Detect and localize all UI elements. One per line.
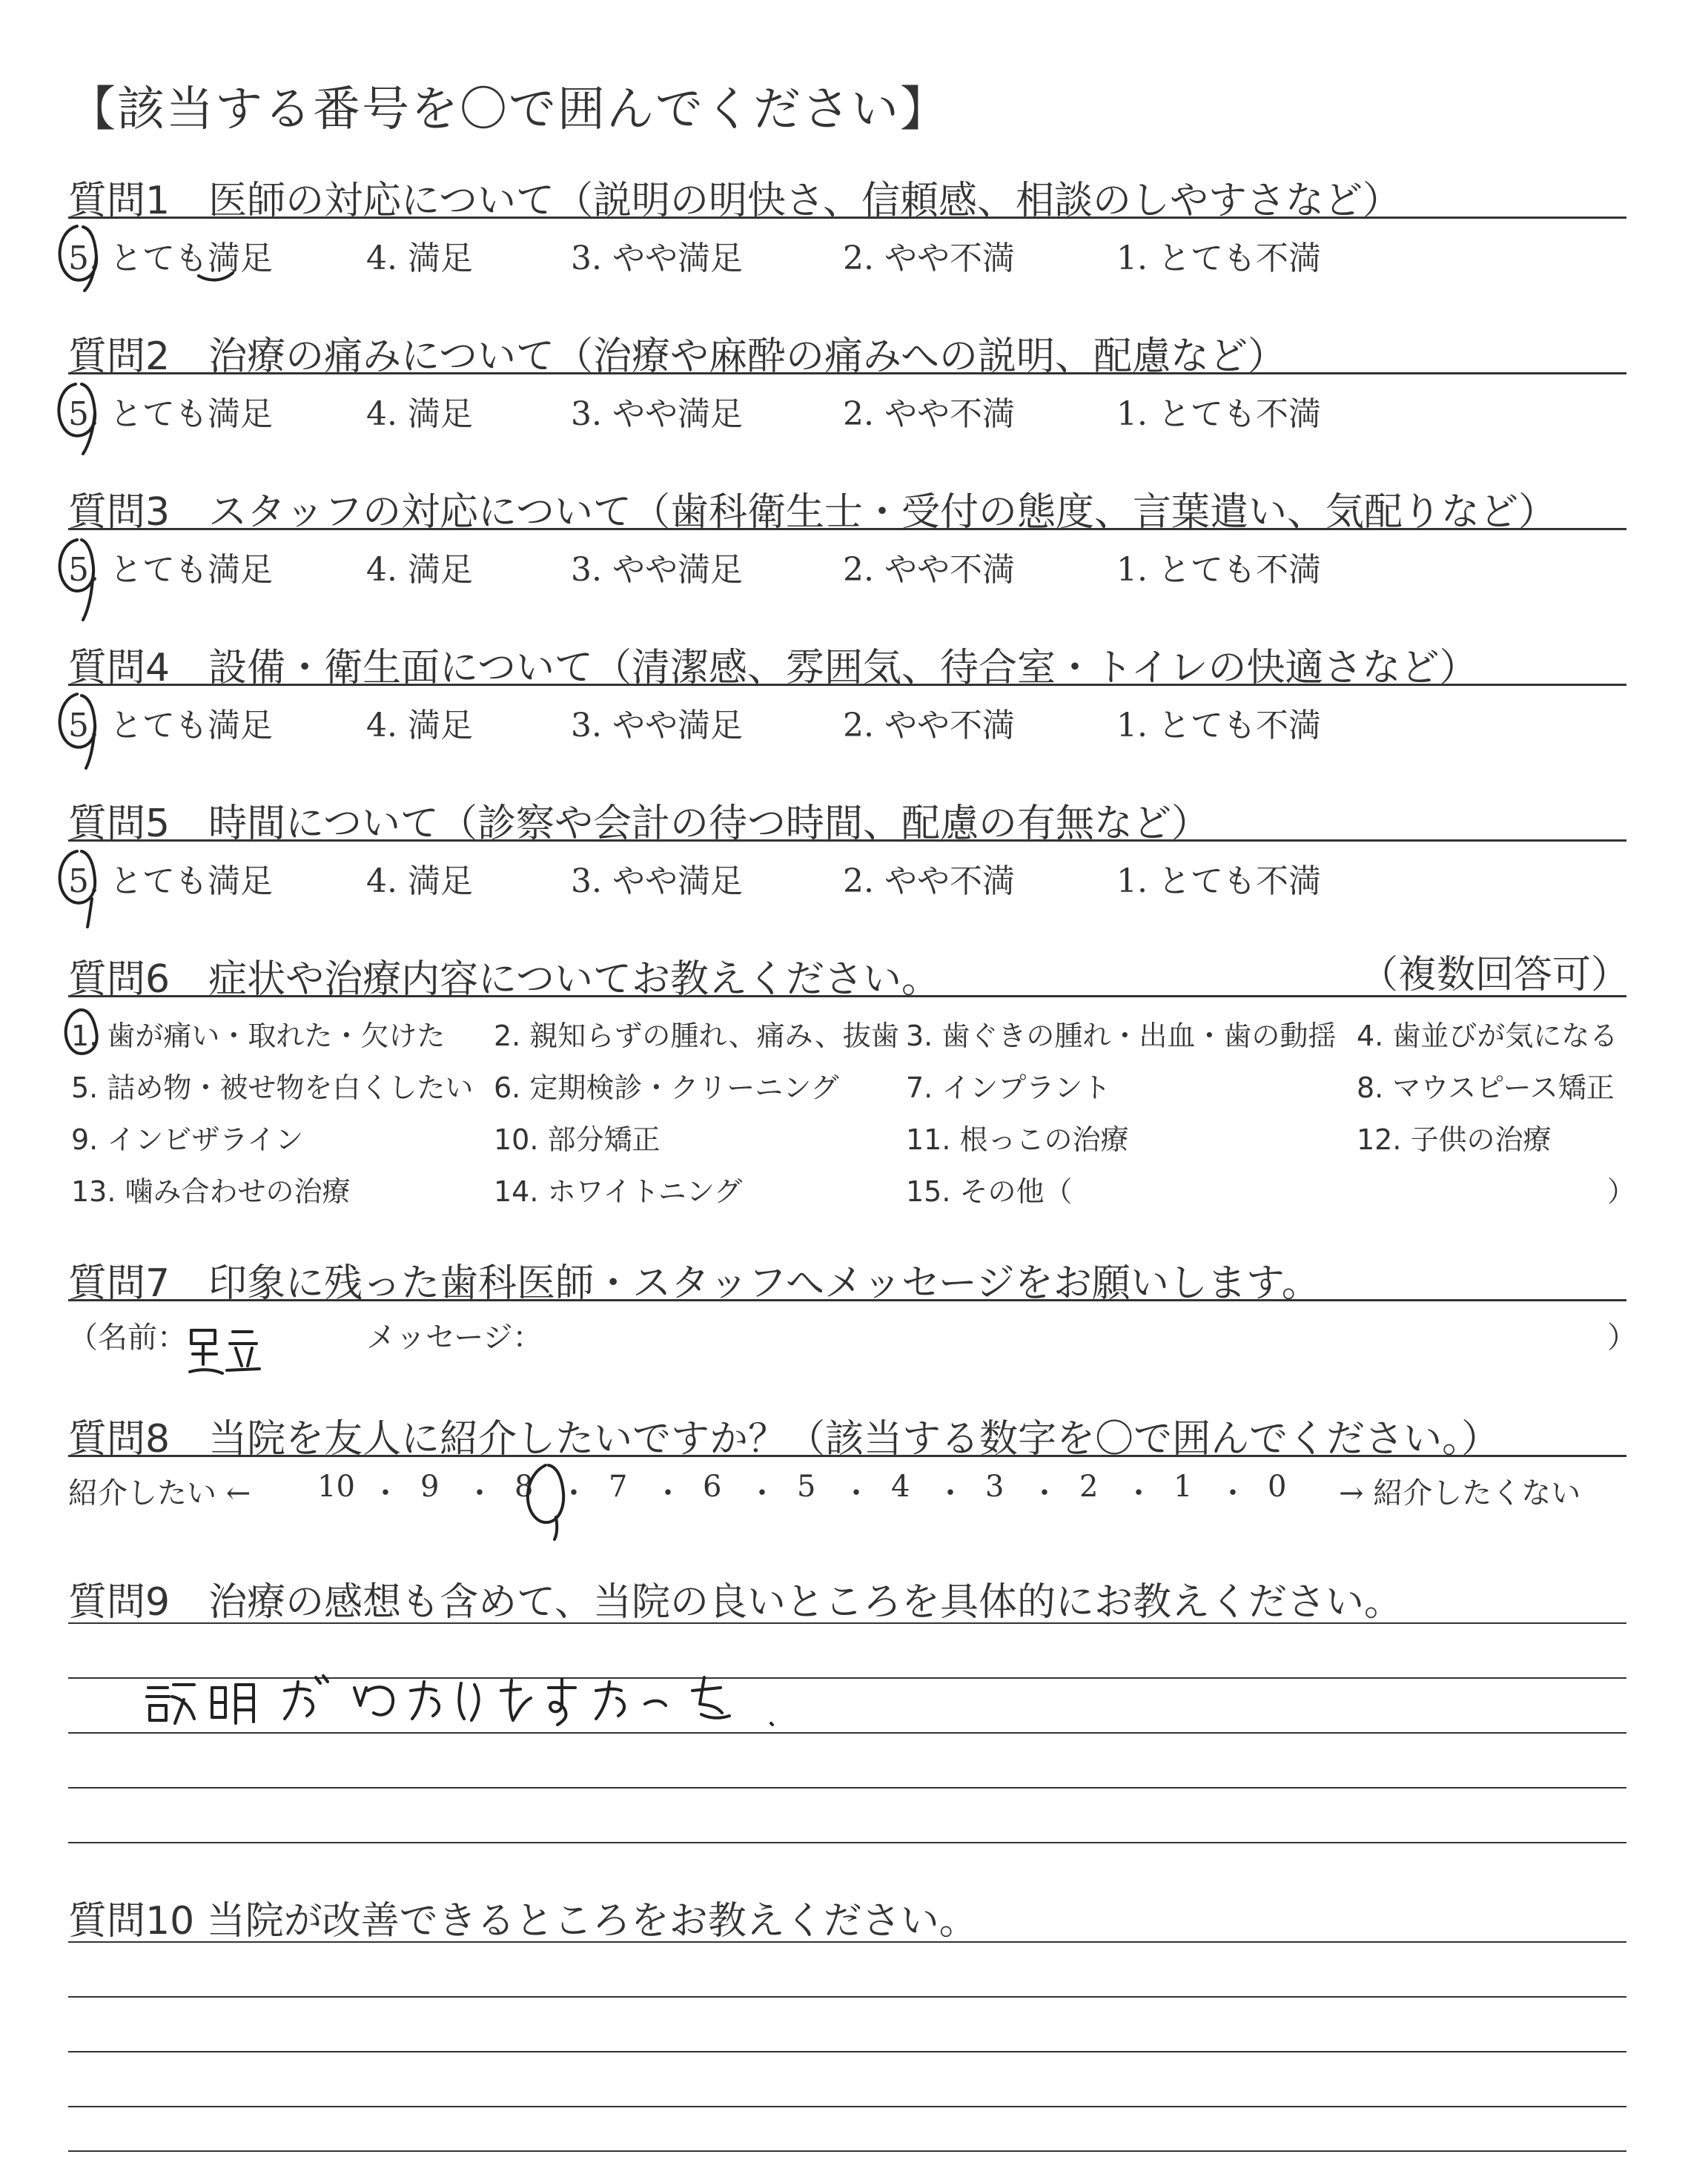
question-10: 質問10 当院が改善できるところをお教えください。 bbox=[68, 1899, 978, 1943]
q1-option-4[interactable]: 4. 満足 bbox=[366, 240, 473, 277]
q6-note: （複数回答可） bbox=[1360, 953, 1630, 997]
q6-option-12[interactable]: 12. 子供の治療 bbox=[1357, 1123, 1552, 1156]
q1-option-1[interactable]: 1. とても不満 bbox=[1116, 240, 1321, 277]
divider bbox=[68, 839, 1626, 842]
q8-number-9[interactable]: 9 bbox=[420, 1470, 440, 1504]
q8-separator-dot: ・ bbox=[1030, 1476, 1059, 1510]
q7-message-label: メッセージ： bbox=[366, 1321, 543, 1355]
q1-option-5[interactable]: 5. とても満足 bbox=[68, 240, 273, 277]
q6-option-2[interactable]: 2. 親知らずの腫れ、痛み、抜歯 bbox=[494, 1020, 899, 1052]
answer-line bbox=[68, 2150, 1626, 2152]
q3-option-1[interactable]: 1. とても不満 bbox=[1116, 551, 1321, 589]
q8-separator-dot: ・ bbox=[465, 1476, 494, 1510]
q6-option-13[interactable]: 13. 噛み合わせの治療 bbox=[71, 1175, 351, 1208]
q6-option-11[interactable]: 11. 根っこの治療 bbox=[906, 1123, 1129, 1156]
answer-line bbox=[68, 1996, 1626, 1998]
divider bbox=[68, 684, 1626, 686]
q6-option-5[interactable]: 5. 詰め物・被せ物を白くしたい bbox=[71, 1071, 474, 1104]
q8-number-3[interactable]: 3 bbox=[985, 1470, 1004, 1504]
question-9: 質問9 治療の感想も含めて、当院の良いところを具体的にお教えください。 bbox=[68, 1580, 1403, 1625]
question-3: 質問3 スタッフの対応について（歯科衛生士・受付の態度、言葉遣い、気配りなど） bbox=[68, 490, 1558, 535]
answer-line bbox=[68, 1732, 1626, 1734]
q6-option-10[interactable]: 10. 部分矯正 bbox=[494, 1123, 661, 1156]
q8-separator-dot: ・ bbox=[936, 1476, 965, 1510]
q8-separator-dot: ・ bbox=[1218, 1476, 1248, 1510]
q2-option-1[interactable]: 1. とても不満 bbox=[1116, 395, 1321, 433]
answer-line bbox=[68, 1622, 1626, 1624]
q1-option-2[interactable]: 2. やや不満 bbox=[843, 240, 1015, 277]
q7-close-paren: ） bbox=[1607, 1321, 1637, 1355]
answer-line bbox=[68, 1787, 1626, 1789]
divider bbox=[68, 372, 1626, 374]
q2-option-3[interactable]: 3. やや満足 bbox=[571, 395, 743, 433]
q8-scale-right-label: → 紹介したくない bbox=[1339, 1476, 1581, 1510]
q5-option-2[interactable]: 2. やや不満 bbox=[843, 862, 1015, 900]
divider bbox=[68, 1455, 1626, 1457]
answer-line bbox=[68, 1842, 1626, 1843]
q3-option-2[interactable]: 2. やや不満 bbox=[843, 551, 1015, 589]
q8-separator-dot: ・ bbox=[841, 1476, 871, 1510]
q7-name-label: （名前： bbox=[68, 1321, 187, 1355]
question-8: 質問8 当院を友人に紹介したいですか？（該当する数字を〇で囲んでください。） bbox=[68, 1417, 1500, 1462]
q9-answer-handwriting bbox=[147, 1676, 772, 1725]
q8-number-7[interactable]: 7 bbox=[609, 1470, 628, 1504]
q3-option-4[interactable]: 4. 満足 bbox=[366, 551, 473, 589]
q8-number-1[interactable]: 1 bbox=[1174, 1470, 1193, 1504]
q6-option-4[interactable]: 4. 歯並びが気になる bbox=[1357, 1020, 1618, 1052]
q8-scale-left-label: 紹介したい ← bbox=[68, 1476, 251, 1510]
q4-option-3[interactable]: 3. やや満足 bbox=[571, 707, 743, 744]
question-2: 質問2 治療の痛みについて（治療や麻酔の痛みへの説明、配慮など） bbox=[68, 334, 1287, 379]
q8-number-6[interactable]: 6 bbox=[703, 1470, 722, 1504]
q6-other-close-paren: ） bbox=[1607, 1175, 1636, 1208]
divider bbox=[68, 995, 1626, 997]
q6-option-1[interactable]: 1. 歯が痛い・取れた・欠けた bbox=[71, 1020, 446, 1052]
q6-option-9[interactable]: 9. インビザライン bbox=[71, 1123, 304, 1156]
q2-option-4[interactable]: 4. 満足 bbox=[366, 395, 473, 433]
q6-option-14[interactable]: 14. ホワイトニング bbox=[494, 1175, 743, 1208]
answer-line bbox=[68, 2106, 1626, 2107]
divider bbox=[68, 217, 1626, 219]
q4-option-5[interactable]: 5. とても満足 bbox=[68, 707, 273, 744]
answer-line bbox=[68, 1941, 1626, 1943]
answer-line bbox=[68, 2051, 1626, 2052]
question-6: 質問6 症状や治療内容についてお教えください。 bbox=[68, 957, 941, 1002]
q4-option-2[interactable]: 2. やや不満 bbox=[843, 707, 1015, 744]
answer-line bbox=[68, 1677, 1626, 1679]
q1-option-3[interactable]: 3. やや満足 bbox=[571, 240, 743, 277]
question-4: 質問4 設備・衛生面について（清潔感、雰囲気、待合室・トイレの快適さなど） bbox=[68, 646, 1478, 690]
q8-number-4[interactable]: 4 bbox=[891, 1470, 910, 1504]
q2-option-5[interactable]: 5. とても満足 bbox=[68, 395, 273, 433]
q5-option-4[interactable]: 4. 満足 bbox=[366, 862, 473, 900]
q8-separator-dot: ・ bbox=[559, 1476, 589, 1510]
q8-separator-dot: ・ bbox=[1124, 1476, 1153, 1510]
q6-option-15[interactable]: 15. その他（ bbox=[906, 1175, 1073, 1208]
q8-number-2[interactable]: 2 bbox=[1079, 1470, 1099, 1504]
q8-number-0[interactable]: 0 bbox=[1268, 1470, 1287, 1504]
q2-option-2[interactable]: 2. やや不満 bbox=[843, 395, 1015, 433]
q5-option-1[interactable]: 1. とても不満 bbox=[1116, 862, 1321, 900]
q6-option-3[interactable]: 3. 歯ぐきの腫れ・出血・歯の動揺 bbox=[906, 1020, 1337, 1052]
q8-separator-dot: ・ bbox=[653, 1476, 683, 1510]
q6-option-7[interactable]: 7. インプラント bbox=[906, 1071, 1111, 1104]
question-7: 質問7 印象に残った歯科医師・スタッフへメッセージをお願いします。 bbox=[68, 1261, 1320, 1306]
q7-name-handwriting bbox=[190, 1330, 259, 1373]
q3-option-3[interactable]: 3. やや満足 bbox=[571, 551, 743, 589]
q5-option-3[interactable]: 3. やや満足 bbox=[571, 862, 743, 900]
q3-option-5[interactable]: 5. とても満足 bbox=[68, 551, 273, 589]
question-1: 質問1 医師の対応について（説明の明快さ、信頼感、相談のしやすさなど） bbox=[68, 179, 1401, 223]
question-5: 質問5 時間について（診察や会計の待つ時間、配慮の有無など） bbox=[68, 802, 1211, 846]
q8-number-5[interactable]: 5 bbox=[797, 1470, 816, 1504]
q4-option-4[interactable]: 4. 満足 bbox=[366, 707, 473, 744]
q6-option-6[interactable]: 6. 定期検診・クリーニング bbox=[494, 1071, 839, 1104]
q8-separator-dot: ・ bbox=[747, 1476, 777, 1510]
divider bbox=[68, 1299, 1626, 1301]
q8-number-10[interactable]: 10 bbox=[317, 1470, 355, 1504]
q5-option-5[interactable]: 5. とても満足 bbox=[68, 862, 273, 900]
q4-option-1[interactable]: 1. とても不満 bbox=[1116, 707, 1321, 744]
q8-number-8[interactable]: 8 bbox=[514, 1470, 534, 1504]
instructions-heading: 【該当する番号を〇で囲んでください】 bbox=[68, 82, 949, 137]
divider bbox=[68, 528, 1626, 530]
q8-separator-dot: ・ bbox=[371, 1476, 400, 1510]
q6-option-8[interactable]: 8. マウスピース矯正 bbox=[1357, 1071, 1615, 1104]
